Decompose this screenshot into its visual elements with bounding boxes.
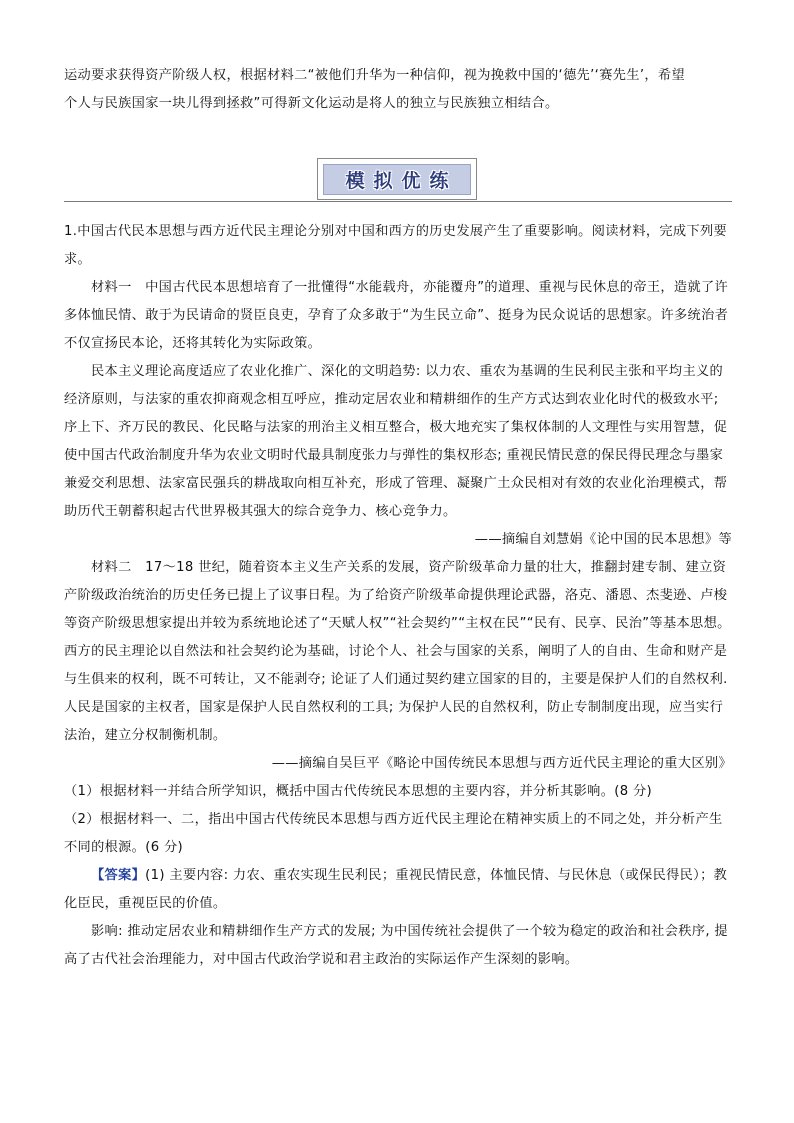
banner-title: 模拟优练	[345, 170, 458, 192]
section-divider	[64, 201, 732, 202]
answer-tag: 【答案】	[91, 868, 146, 883]
material-two-paragraph: 材料二 17～18 世纪，随着资本主义生产关系的发展，资产阶级革命力量的壮大，推翻封建专制、建立资产阶级政治统治的历史任务已提上了议事日程。为了给资产阶级革命提供理论武器，洛克、潘恩、杰斐逊、卢梭等资产阶级思想家提出并较为系统地论述了“天赋人权”“社会契约”“主权在民”“民有、民享、民治”等基本思想。西方的民主理论以自然法和社会契约论为基础，讨论个人、社会与国家的关系，阐明了人的自由、生命和财产是与生俱来的权利，既不可转让，又不能剥夺; 论证了人们通过契约建立国家的目的，主要是保护人们的自然权利. 人民是国家的主权者，国家是保护人民自然权利的工具; 为保护人民的自然权利，防止专制制度出现，应当实行法治，建立分权制衡机制。	[64, 560, 731, 743]
intro-paragraph	[64, 62, 732, 118]
material-one-paragraph-2: 民本主义理论高度适应了农业化推广、深化的文明趋势: 以力农、重农为基调的生民利民主张和平均主义的经济原则，与法家的重农抑商观念相互呼应，推动定居农业和精耕细作的生产方式达到农业化时代的极致水平; 序上下、齐万民的教民、化民略与法家的刑治主义相互整合，极大地充实了集权体制的人文理性与实用智慧，促使中国古代政治制度升华为农业文明时代最具制度张力与弹性的集权形态; 重视民情民意的保民得民理念与墨家兼爱交利思想、法家富民强兵的耕战取向相互补充，形成了管理、凝聚广土众民相对有效的农业化治理模式，帮助历代王朝蓄积起古代世界极其强大的综合竞争力、核心竞争力。	[64, 364, 728, 519]
intro-line: 运动要求获得资产阶级人权，根据材料二“被他们升华为一种信仰，视为挽救中国的‘德先’‘赛先生’，希望	[64, 68, 685, 83]
sub-question-1: （1）根据材料一并结合所学知识，概括中国古代传统民本思想的主要内容，并分析其影响。(8 分)	[64, 784, 653, 799]
section-banner	[64, 158, 732, 206]
question-block	[64, 218, 732, 974]
intro-line: 个人与民族国家一块儿得到拯救”可得新文化运动是将人的独立与民族独立相结合。	[64, 96, 559, 111]
material-two-source: ——摘编自吴巨平《略论中国传统民本思想与西方近代民主理论的重大区别》	[271, 756, 732, 771]
sub-question-2: （2）根据材料一、二，指出中国古代传统民本思想与西方近代民主理论在精神实质上的不同之处，并分析产生不同的根源。(6 分)	[64, 812, 723, 855]
material-one-paragraph-1: 材料一 中国古代民本思想培育了一批懂得“水能载舟，亦能覆舟”的道理、重视与民休息的帝王，造就了许多体恤民情、敢于为民请命的贤臣良吏，孕育了众多敢于“为生民立命”、挺身为民众说话的思想家。许多统治者不仅宣扬民本论，还将其转化为实际政策。	[64, 280, 729, 351]
banner-frame	[317, 158, 477, 200]
answer-influence: 影响: 推动定居农业和精耕细作生产方式的发展; 为中国传统社会提供了一个较为稳定的政治和社会秩序, 提高了古代社会治理能力，对中国古代政治学说和君主政治的实际运作产生深刻的影响。	[64, 924, 728, 967]
answer-paragraph	[64, 862, 732, 918]
question-stem: 1.中国古代民本思想与西方近代民主理论分别对中国和西方的历史发展产生了重要影响。阅读材料，完成下列要求。	[64, 224, 728, 267]
banner-background	[323, 164, 471, 195]
answer-part-1: (1) 主要内容: 力农、重农实现生民利民；重视民情民意，体恤民情、与民休息（或保民得民）；教化臣民，重视臣民的价值。	[64, 868, 728, 911]
material-one-source: ——摘编自刘慧娟《论中国的民本思想》等	[474, 532, 732, 547]
